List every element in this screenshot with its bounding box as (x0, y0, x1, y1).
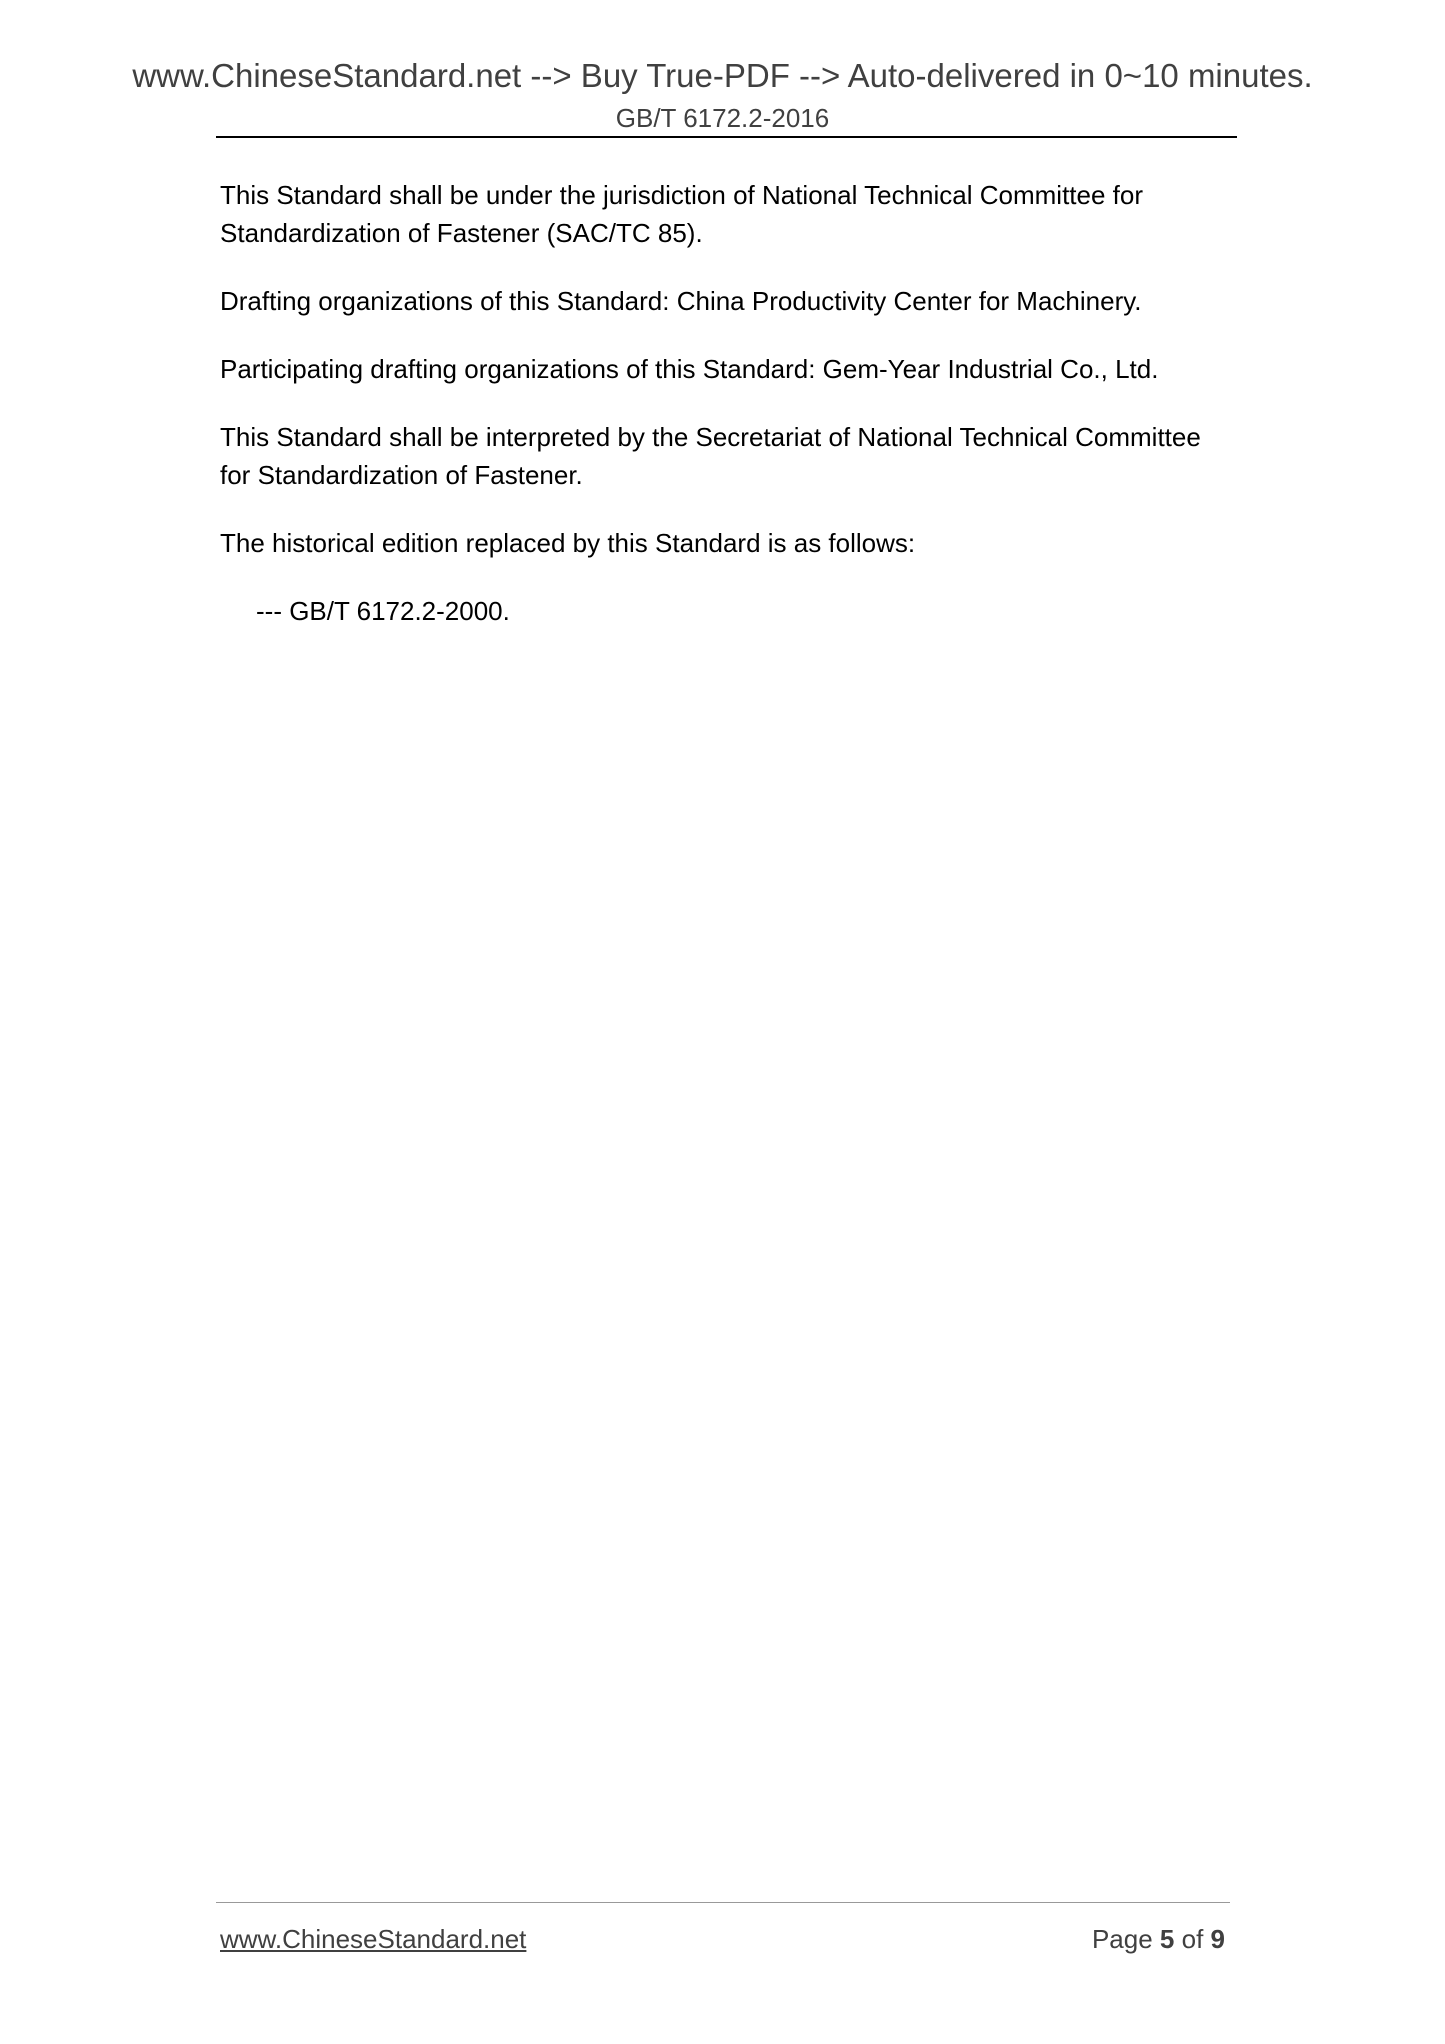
document-body (220, 176, 1234, 660)
paragraph-interpretation: This Standard shall be interpreted by the Secretariat of National Technical Committee for Standardization of Fastener. (220, 422, 1201, 490)
page-total: 9 (1210, 1924, 1225, 1954)
document-code: GB/T 6172.2-2016 (615, 103, 830, 133)
paragraph-jurisdiction: This Standard shall be under the jurisdiction of National Technical Committee for Standardization of Fastener (SAC/TC 85). (220, 180, 1143, 248)
footer-divider (216, 1902, 1230, 1903)
page-number (1092, 1923, 1225, 1955)
page-prefix: Page (1091, 1924, 1160, 1954)
footer-website-link[interactable]: www.ChineseStandard.net (220, 1924, 527, 1954)
header-divider (216, 136, 1237, 138)
page-current: 5 (1159, 1924, 1175, 1954)
paragraph-historical-edition: The historical edition replaced by this Standard is as follows: (220, 528, 916, 558)
list-item-replaced-edition: --- GB/T 6172.2-2000. (256, 596, 510, 626)
paragraph-drafting-organizations: Drafting organizations of this Standard: China Productivity Center for Machinery. (220, 286, 1142, 316)
header-banner: www.ChineseStandard.net --> Buy True-PDF --> Auto-delivered in 0~10 minutes. (132, 57, 1313, 94)
paragraph-participating-organizations: Participating drafting organizations of this Standard: Gem-Year Industrial Co., Ltd. (220, 354, 1159, 384)
page-of: of (1174, 1924, 1211, 1954)
